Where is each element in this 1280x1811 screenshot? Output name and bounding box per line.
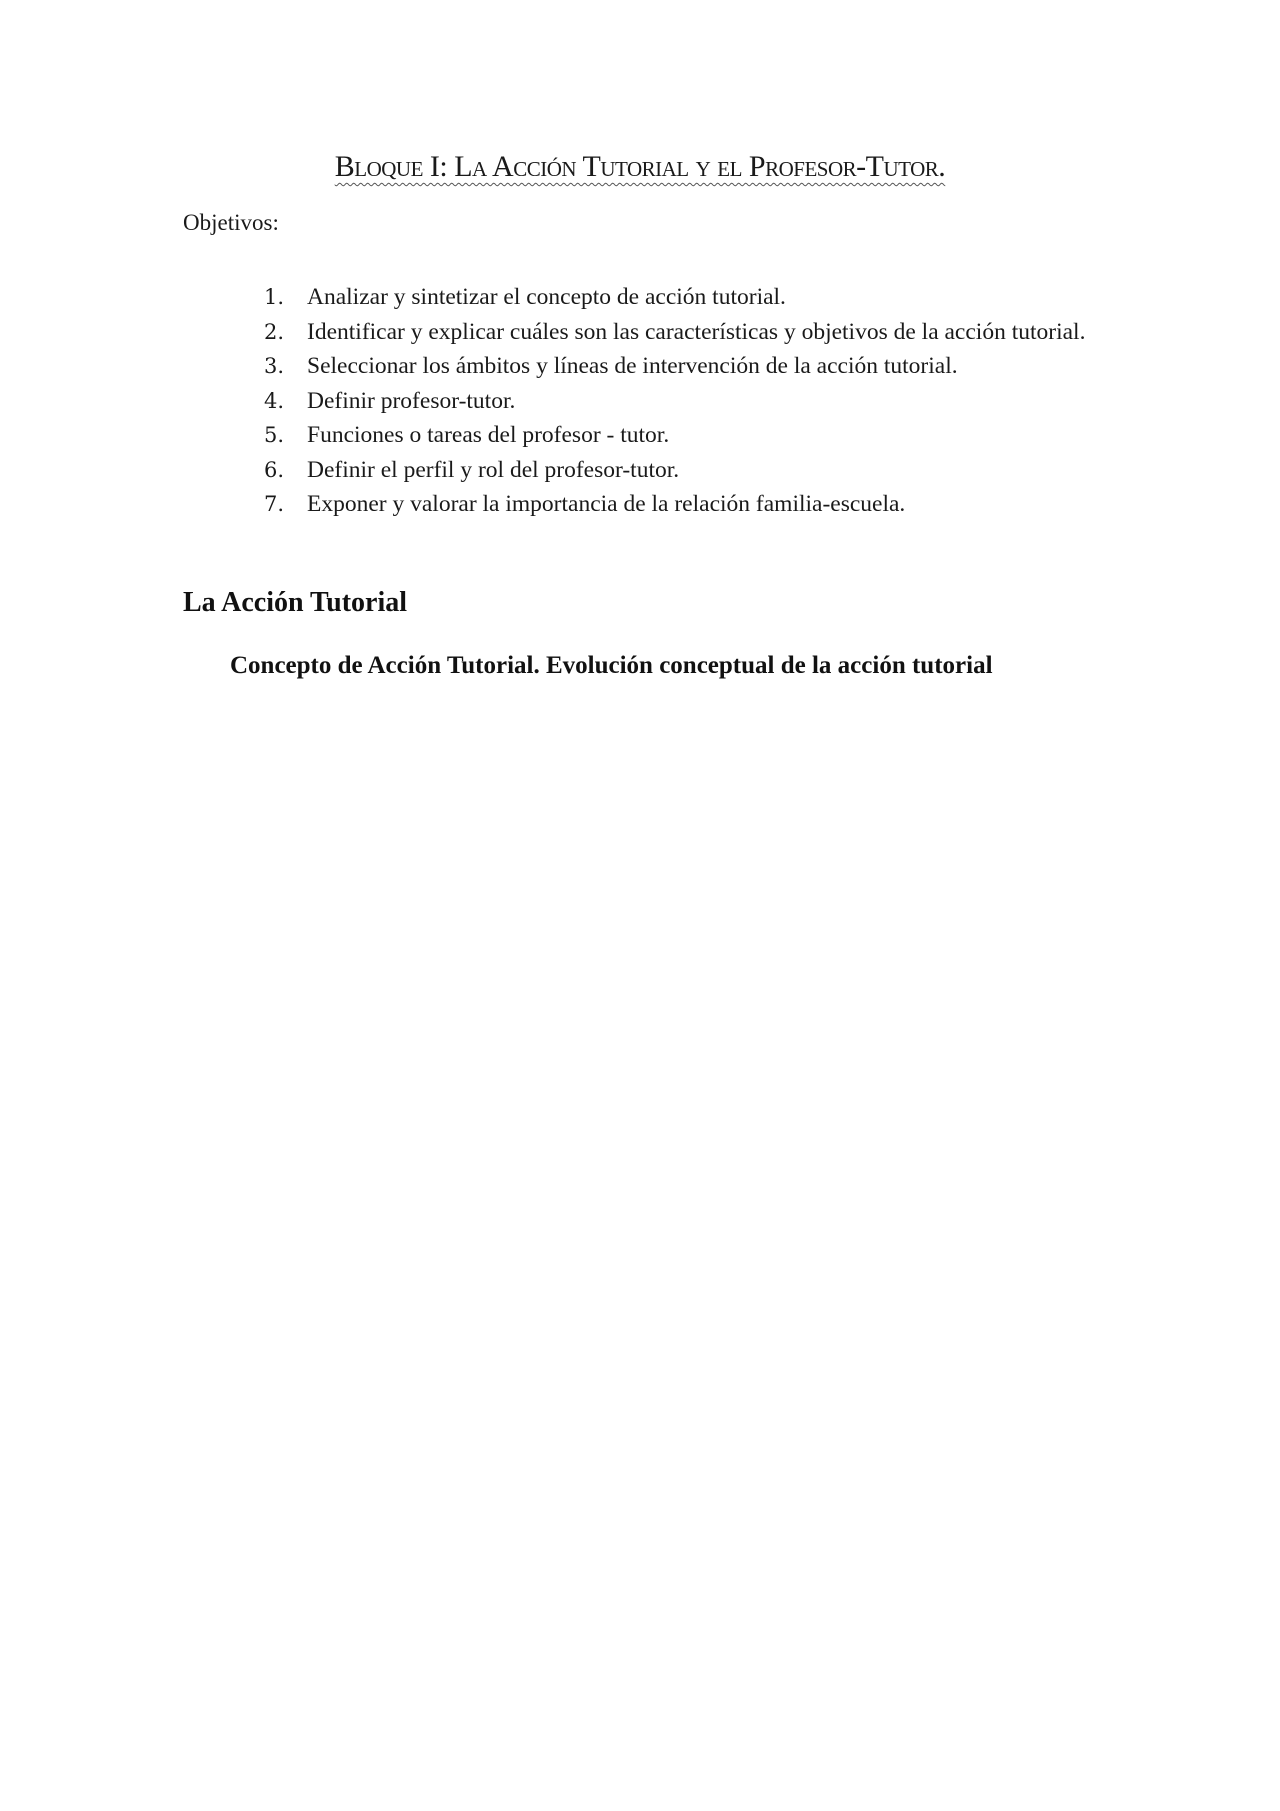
section-heading: La Acción Tutorial — [183, 587, 408, 618]
objective-item-2 — [240, 315, 1100, 350]
objectives-label: Objetivos: — [183, 210, 279, 235]
objective-item-1 — [240, 280, 1100, 315]
objective-number: 5. — [263, 423, 284, 447]
block-title-text: Bloque I: La Acción Tutorial y el Profesor-Tutor. — [334, 150, 946, 183]
block-title — [0, 150, 1280, 184]
objective-text: Seleccionar los ámbitos y líneas de intervención de la acción tutorial. — [307, 353, 958, 379]
objective-text: Identificar y explicar cuáles son las características y objetivos de la acción tutorial. — [307, 318, 1086, 345]
objectives-list — [240, 280, 1100, 522]
objective-text: Analizar y sintetizar el concepto de acción tutorial. — [307, 284, 786, 310]
objective-number: 2. — [263, 319, 284, 344]
objective-number: 1. — [263, 285, 284, 309]
objective-item-7 — [240, 487, 1100, 522]
objective-item-5 — [240, 418, 1100, 453]
objective-number: 3. — [263, 354, 284, 378]
objective-number: 4. — [263, 388, 284, 413]
objective-text: Definir profesor-tutor. — [307, 387, 516, 414]
objective-item-3 — [240, 349, 1100, 384]
objective-item-6 — [240, 453, 1100, 488]
objective-text: Exponer y valorar la importancia de la relación familia-escuela. — [307, 491, 906, 517]
objective-number: 7. — [263, 492, 284, 516]
objective-text: Definir el perfil y rol del profesor-tutor. — [307, 456, 680, 483]
objective-text: Funciones o tareas del profesor - tutor. — [307, 422, 670, 448]
objective-item-4 — [240, 384, 1100, 419]
subsection-heading: Concepto de Acción Tutorial. Evolución conceptual de la acción tutorial — [230, 652, 993, 679]
objective-number: 6. — [263, 457, 284, 482]
